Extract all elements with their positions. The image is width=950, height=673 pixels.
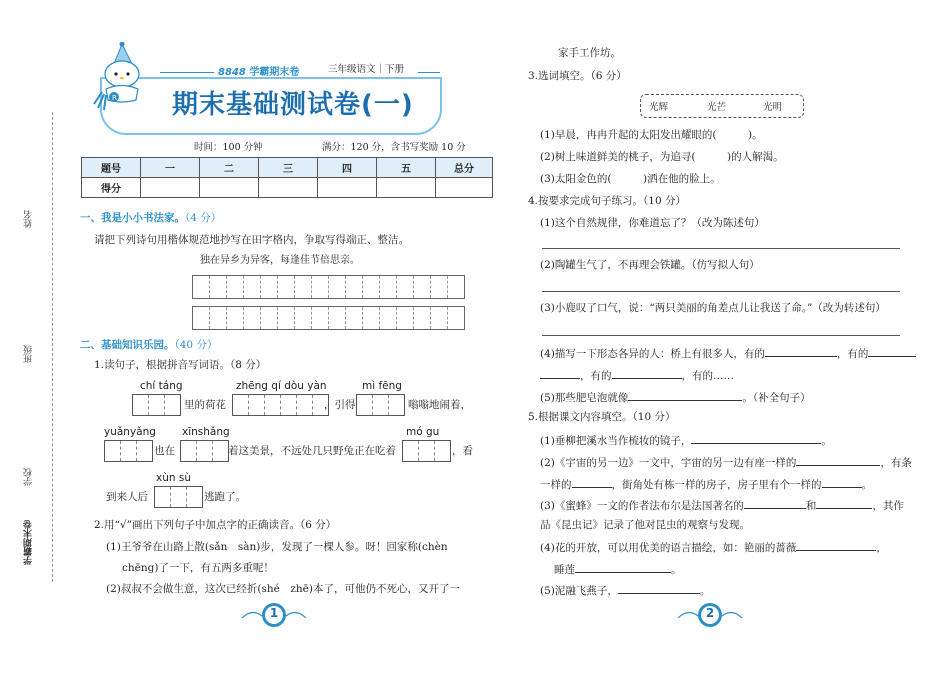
answer-box-xinshang[interactable]	[180, 440, 229, 462]
q3-label: 3.选词填空。（6 分）	[528, 70, 627, 82]
exam-full-score: 满分：120 分，含书写奖励 10 分	[322, 142, 466, 153]
part1-poem: 独在异乡为异客，每逢佳节倍思亲。	[200, 255, 360, 266]
page-number-2: 2	[705, 606, 715, 620]
q1-text: ，看	[452, 445, 473, 457]
q2-sentence-1b: chēng)了一下，有五两多重呢！	[122, 562, 274, 574]
score-table-score-row	[82, 178, 493, 198]
copy-grid-row-2[interactable]	[192, 306, 465, 330]
score-input-cell[interactable]	[318, 178, 377, 198]
q4-sentence-4: (4)描写一下形态各异的人：桥上有很多人，有的 ，有的	[540, 345, 916, 361]
answer-blank[interactable]	[744, 497, 806, 509]
q4-sentence-2: (2)陶罐生气了，不再理会铁罐。（仿写拟人句）	[540, 259, 760, 271]
pinyin-chitang: chí táng	[140, 380, 183, 392]
answer-line[interactable]	[542, 248, 900, 249]
q4-sentence-1: (1)这个自然规律，你难道忘了？（改为陈述句）	[540, 217, 765, 229]
binding-dashed-line	[52, 112, 53, 582]
answer-box-mogu[interactable]	[402, 440, 451, 462]
q3-sentence-3: (3)太阳金色的( )洒在他的脸上。	[540, 173, 721, 185]
q5-sentence-2: (2)《宇宙的另一边》一文中，宇宙的另一边有座一样的 ，有条	[540, 454, 912, 470]
q5-label: 5.根据课文内容填空。（10 分）	[528, 411, 676, 423]
grade-label: 三年级语文｜下册	[328, 64, 405, 75]
q5-sentence-4: (4)花的开放，可以用优美的语言描绘，如：艳丽的蔷薇 ，	[540, 539, 887, 555]
q2-label: 2.用“√”画出下列句子中加点字的正确读音。（6 分）	[94, 519, 337, 531]
svg-text:R: R	[112, 94, 117, 102]
q5-sentence-5: (5)泥融飞燕子， 。	[540, 582, 710, 598]
header-decor-line-left	[160, 72, 214, 73]
q5-sentence-4-cont: 睡莲 。	[554, 561, 682, 577]
pinyin-yuanyang: yuǎnyǎng	[104, 426, 156, 438]
answer-blank[interactable]	[816, 497, 872, 509]
q1-label: 1.读句子，根据拼音写词语。（8 分）	[94, 359, 267, 371]
score-input-cell[interactable]	[377, 178, 436, 198]
side-label-class: 班级	[24, 345, 34, 363]
word-option: 光芒	[707, 102, 727, 113]
exam-title: 期末基础测试卷(一)	[172, 90, 414, 120]
q1-text: 着这美景，不远处几只野兔正在吃着	[228, 445, 396, 457]
answer-blank[interactable]	[540, 367, 580, 379]
q5-sentence-2-cont: 一样的 ，街角处有栋一样的房子，房子里有个一样的 。	[540, 476, 872, 492]
pinyin-mogu: mó gu	[406, 426, 440, 438]
q5-sentence-3-cont: 品《昆虫记》记录了他对昆虫的观察与发现。	[540, 519, 750, 531]
score-table-cell: 四	[318, 158, 377, 178]
q3-sentence-1: (1)早晨，冉冉升起的太阳发出耀眼的( )。	[540, 129, 763, 141]
score-table-cell: 一	[141, 158, 200, 178]
answer-line[interactable]	[542, 291, 900, 292]
part1-heading: 一、我是小小书法家。（4 分）	[80, 212, 222, 224]
score-input-cell[interactable]	[200, 178, 259, 198]
q1-text: ，引得	[324, 399, 356, 411]
word-option: 光辉	[649, 102, 669, 113]
header-decor-line-right	[418, 72, 440, 73]
answer-box-mifeng[interactable]	[356, 394, 405, 416]
answer-box-yuanyang[interactable]	[104, 440, 153, 462]
score-table-cell: 二	[200, 158, 259, 178]
page-number-1: 1	[269, 606, 279, 620]
answer-blank[interactable]	[628, 389, 742, 401]
answer-blank[interactable]	[765, 345, 837, 357]
answer-blank[interactable]	[612, 367, 682, 379]
answer-line[interactable]	[542, 335, 900, 336]
q4-sentence-3: (3)小鹿叹了口气，说：“两只美丽的角差点儿让我送了命。”（改为转述句）	[540, 302, 886, 314]
score-table-cell: 五	[377, 158, 436, 178]
exam-time: 时间：100 分钟	[194, 142, 263, 153]
q1-text: 到来人后	[106, 491, 148, 503]
pinyin-xinshang: xīnshǎng	[182, 426, 230, 438]
q1-text: 逃跑了。	[204, 491, 246, 503]
q1-text: 里的荷花	[184, 399, 226, 411]
answer-blank[interactable]	[796, 454, 880, 466]
q2-sentence-1a: (1)王爷爷在山路上散(sǎn sàn)步，发现了一棵人参。呀！回家称(chèn	[106, 541, 448, 553]
score-table-cell: 总分	[436, 158, 493, 178]
q4-sentence-5: (5)那些肥皂泡就像 。（补全句子）	[540, 389, 811, 405]
q1-text: 也在	[154, 445, 175, 457]
q4-label: 4.按要求完成句子练习。（10 分）	[528, 195, 686, 207]
answer-blank[interactable]	[691, 432, 821, 444]
q2-sentence-2: (2)叔叔不会做生意，这次已经折(shé zhē)本了，可他仍不死心，又开了一	[106, 583, 460, 595]
score-table-header-row	[82, 158, 493, 178]
score-table-cell: 题号	[82, 158, 141, 178]
score-input-cell[interactable]	[259, 178, 318, 198]
answer-blank[interactable]	[575, 561, 671, 573]
side-label-school: 学校	[24, 468, 34, 486]
side-label-name: 姓名	[24, 210, 34, 228]
answer-blank[interactable]	[822, 476, 862, 488]
mascot-icon	[92, 42, 156, 112]
answer-blank[interactable]	[796, 539, 876, 551]
word-options-box	[640, 94, 804, 118]
q3-sentence-2: (2)树上味道鲜美的桃子，为追寻( )的人解渴。	[540, 151, 784, 163]
side-label-brand: 学霸期末卷	[24, 520, 34, 565]
part2-heading: 二、基础知识乐园。（40 分）	[80, 339, 218, 351]
answer-blank[interactable]	[572, 476, 612, 488]
q1-text: 嗡嗡地闹着，	[408, 399, 471, 411]
q2-sentence-2-cont: 家手工作坊。	[558, 47, 621, 59]
answer-box-xunsu[interactable]	[154, 486, 203, 508]
pinyin-xunsu: xùn sù	[156, 472, 191, 484]
score-input-cell[interactable]	[141, 178, 200, 198]
answer-box-zhengqidouyan[interactable]	[232, 394, 329, 416]
word-option: 光明	[763, 102, 783, 113]
q4-sentence-4-cont: ，有的 ，有的……	[540, 367, 734, 383]
score-table-cell: 三	[259, 158, 318, 178]
score-table	[81, 157, 493, 198]
q5-sentence-3: (3)《蜜蜂》一文的作者法布尔是法国著名的 和 ，其作	[540, 497, 904, 513]
copy-grid-row-1[interactable]	[192, 275, 465, 299]
pinyin-mifeng: mì fēng	[362, 380, 402, 392]
score-input-cell[interactable]	[436, 178, 493, 198]
q5-sentence-1: (1)垂柳把溪水当作梳妆的镜子， 。	[540, 432, 832, 448]
answer-box-chitang[interactable]	[132, 394, 181, 416]
score-table-cell: 得分	[82, 178, 141, 198]
pinyin-zhengqidouyan: zhēng qí dòu yàn	[236, 380, 327, 392]
part1-instruction: 请把下列诗句用楷体规范地抄写在田字格内，争取写得端正、整洁。	[94, 234, 409, 246]
answer-blank[interactable]	[618, 582, 700, 594]
brand-badge: 8848 学霸期末卷	[218, 67, 300, 78]
answer-blank[interactable]	[868, 345, 916, 357]
